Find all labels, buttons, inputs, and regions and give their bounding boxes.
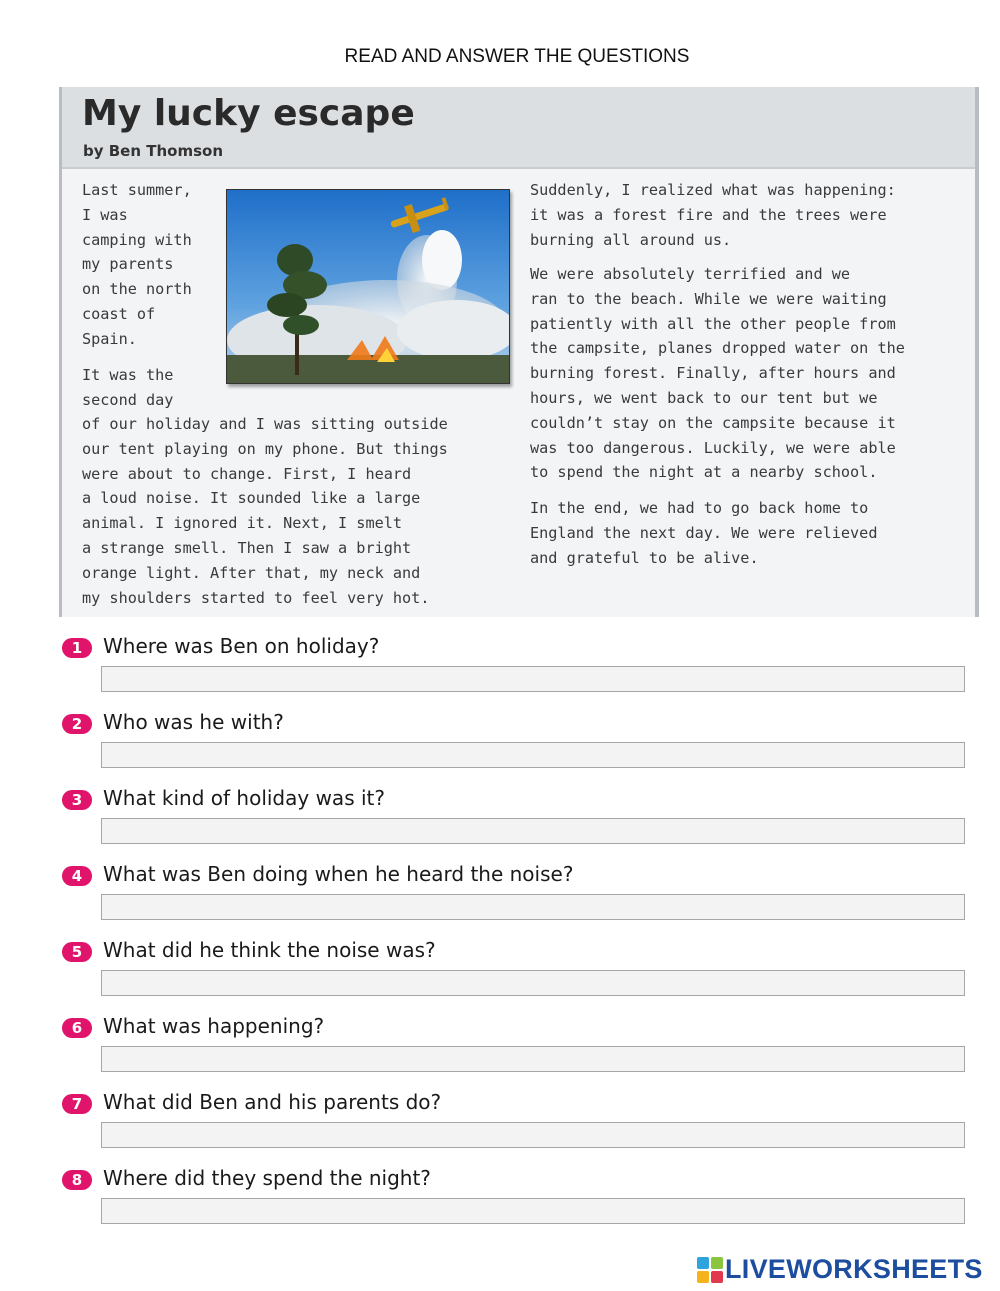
article-header: [62, 87, 975, 169]
question-number-badge: 8: [62, 1170, 92, 1190]
question-text: What was Ben doing when he heard the noise?: [103, 862, 574, 886]
answer-input-2[interactable]: [101, 742, 965, 768]
question-number-badge: 5: [62, 942, 92, 962]
liveworksheets-logo-icon: [697, 1257, 723, 1283]
answer-input-7[interactable]: [101, 1122, 965, 1148]
article-title: My lucky escape: [82, 93, 415, 134]
answer-input-6[interactable]: [101, 1046, 965, 1072]
article-byline: by Ben Thomson: [83, 142, 224, 160]
answer-input-8[interactable]: [101, 1198, 965, 1224]
article-paragraph-2-rest: of our holiday and I was sitting outside our tent playing on my phone. But things were about to change. First, I heard a loud noise. It sounded like a large animal. I ignored it. Next, I smelt a strange smell. Then I saw a bright orange light. After that, my neck and my shoulders started to feel very hot.: [82, 415, 448, 607]
article-paragraph-3: Suddenly, I realized what was happening: it was a forest fire and the trees were burning all around us.: [530, 181, 896, 249]
article-paragraph-2-start: It was the second day: [82, 366, 174, 409]
brand-name: LIVEWORKSHEETS: [725, 1254, 983, 1284]
question-text: Where did they spend the night?: [103, 1166, 431, 1190]
question-number-badge: 4: [62, 866, 92, 886]
answer-input-3[interactable]: [101, 818, 965, 844]
question-text: What did Ben and his parents do?: [103, 1090, 442, 1114]
article-paragraph-1: Last summer, I was camping with my parents on the north coast of Spain.: [82, 181, 192, 348]
answer-input-4[interactable]: [101, 894, 965, 920]
worksheet-instruction: READ AND ANSWER THE QUESTIONS: [344, 46, 690, 67]
article-paragraph-5: In the end, we had to go back home to England the next day. We were relieved and grateful to be alive.: [530, 499, 878, 567]
question-number-badge: 3: [62, 790, 92, 810]
article-panel: [59, 87, 979, 617]
question-number-badge: 2: [62, 714, 92, 734]
answer-input-1[interactable]: [101, 666, 965, 692]
question-number-badge: 6: [62, 1018, 92, 1038]
answer-input-5[interactable]: [101, 970, 965, 996]
question-text: What did he think the noise was?: [103, 938, 436, 962]
forest-fire-plane-photo-icon: [227, 190, 509, 383]
forest-fire-photo: [226, 189, 510, 384]
question-text: What kind of holiday was it?: [103, 786, 385, 810]
question-number-badge: 1: [62, 638, 92, 658]
article-paragraph-4: We were absolutely terrified and we ran to the beach. While we were waiting patiently with all the other people from the campsite, planes dropped water on the burning forest. Finally, after hours and hours, we went back to our tent but we couldn’t stay on the campsite because it was too dangerous. Luckily, we were able to spend the night at a nearby school.: [530, 265, 905, 482]
question-text: Where was Ben on holiday?: [103, 634, 380, 658]
question-text: Who was he with?: [103, 710, 284, 734]
question-number-badge: 7: [62, 1094, 92, 1114]
question-text: What was happening?: [103, 1014, 325, 1038]
